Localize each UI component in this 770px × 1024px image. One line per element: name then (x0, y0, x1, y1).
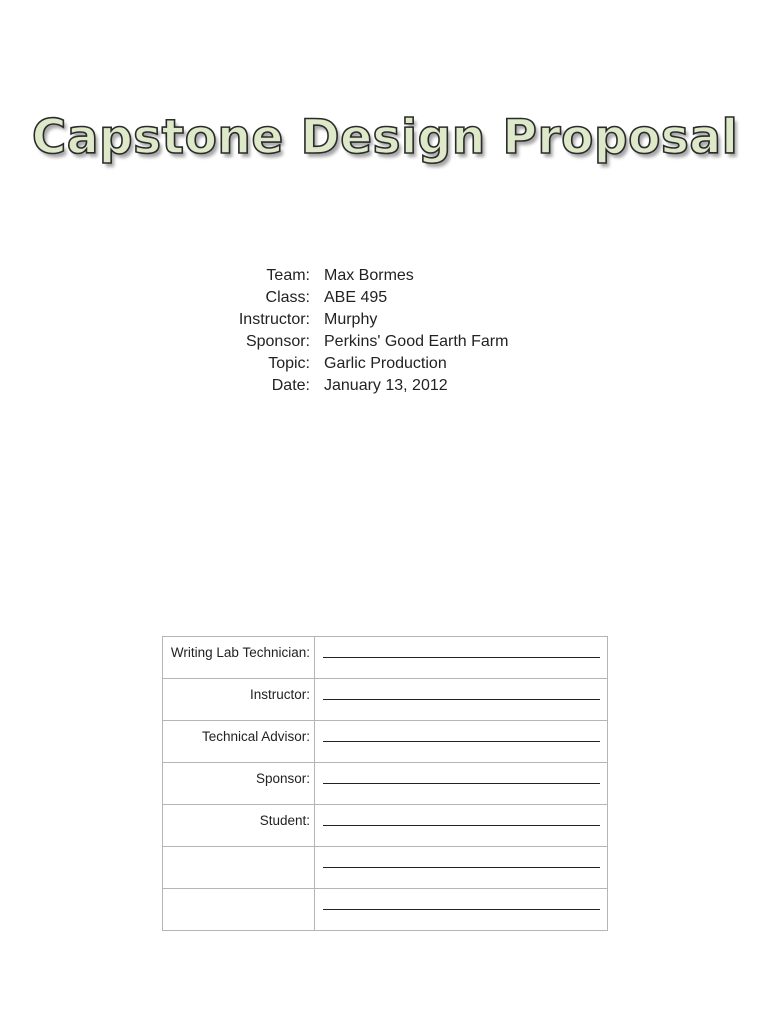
signature-label: Technical Advisor: (201, 729, 310, 744)
info-row-instructor (180, 309, 600, 331)
signature-line (323, 657, 600, 658)
signature-field[interactable] (315, 763, 608, 805)
info-value: January 13, 2012 (324, 377, 448, 394)
info-value: Max Bormes (324, 267, 414, 284)
signature-label: Student: (259, 813, 310, 828)
title-container (0, 100, 770, 176)
info-row-class (180, 287, 600, 309)
signature-label: Instructor: (249, 687, 310, 702)
info-row-sponsor (180, 331, 600, 353)
signature-label-cell (163, 721, 315, 763)
info-label: Team: (266, 267, 310, 284)
signature-field[interactable] (315, 889, 608, 931)
signature-field[interactable] (315, 721, 608, 763)
document-title: Capstone Design Proposal (31, 110, 739, 165)
signature-row-extra-1 (163, 847, 608, 889)
info-row-date (180, 375, 600, 397)
info-value: Garlic Production (324, 355, 447, 372)
info-label: Class: (265, 289, 310, 306)
signature-label-cell (163, 637, 315, 679)
signature-field[interactable] (315, 805, 608, 847)
info-row-team (180, 265, 600, 287)
signature-label-cell (163, 679, 315, 721)
proposal-info-block (180, 265, 600, 397)
signature-row-instructor (163, 679, 608, 721)
signature-line (323, 699, 600, 700)
signature-label-cell (163, 889, 315, 931)
signature-table (162, 636, 608, 931)
signature-field[interactable] (315, 637, 608, 679)
info-label: Topic: (268, 355, 310, 372)
signature-label-cell (163, 805, 315, 847)
signature-label-cell (163, 763, 315, 805)
signature-row-sponsor (163, 763, 608, 805)
signature-line (323, 783, 600, 784)
info-value: Perkins' Good Earth Farm (324, 333, 509, 350)
signature-field[interactable] (315, 679, 608, 721)
signature-row-extra-2 (163, 889, 608, 931)
info-label: Sponsor: (245, 333, 310, 350)
signature-row-technical-advisor (163, 721, 608, 763)
signature-line (323, 825, 600, 826)
info-row-topic (180, 353, 600, 375)
signature-line (323, 741, 600, 742)
info-label: Instructor: (238, 311, 310, 328)
info-value: Murphy (324, 311, 378, 328)
signature-row-student (163, 805, 608, 847)
signature-label: Sponsor: (255, 771, 310, 786)
signature-row-writing-lab (163, 637, 608, 679)
signature-field[interactable] (315, 847, 608, 889)
signature-line (323, 867, 600, 868)
signature-label-cell (163, 847, 315, 889)
info-value: ABE 495 (324, 289, 388, 306)
signature-label: Writing Lab Technician: (170, 645, 310, 660)
signature-line (323, 909, 600, 910)
info-label: Date: (271, 377, 310, 394)
